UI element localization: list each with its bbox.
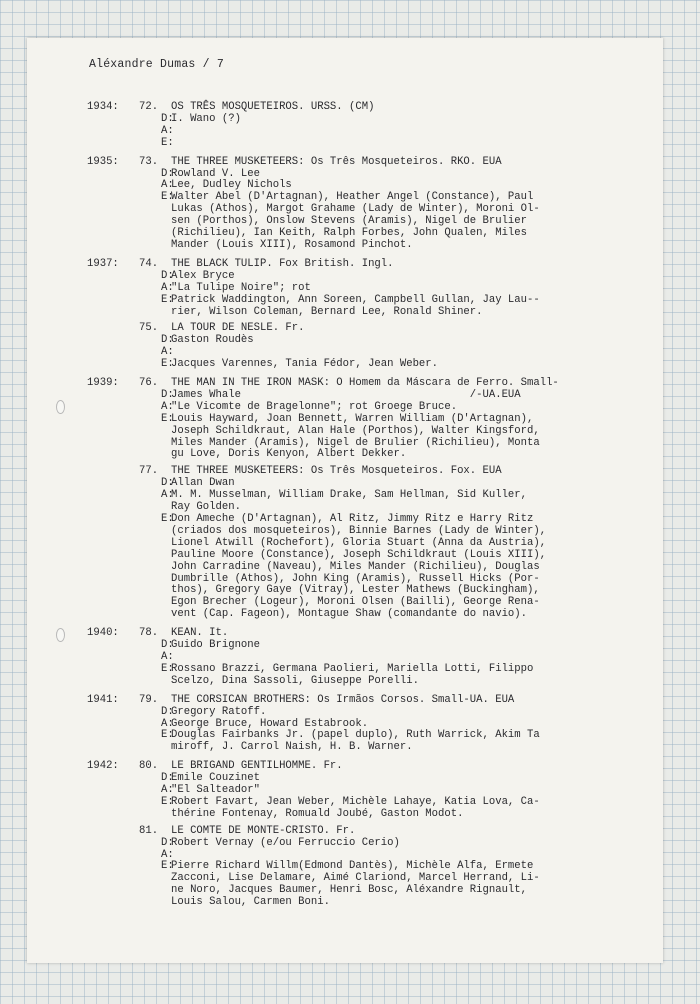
entry-number: 80. bbox=[139, 760, 159, 773]
credit-value: Rossano Brazzi, Germana Paolieri, Mariella Lotti, Filippo Scelzo, Dina Sassoli, Giuseppe Porelli. bbox=[171, 662, 534, 687]
credit-value bbox=[171, 138, 657, 150]
credit-value: Guido Brignone bbox=[171, 639, 261, 652]
entry-year: 1941: bbox=[87, 693, 119, 706]
entry-year: 1940: bbox=[87, 627, 119, 640]
credit-key: A: bbox=[161, 179, 174, 192]
film-entry bbox=[87, 826, 657, 909]
credit-key: E: bbox=[161, 358, 174, 371]
entry-year: 1937: bbox=[87, 257, 119, 270]
credit-line bbox=[139, 138, 657, 150]
credit-value: Gaston Roudès bbox=[171, 334, 254, 347]
credit-line bbox=[139, 283, 657, 295]
entry-number: 77. bbox=[139, 465, 159, 478]
credit-line bbox=[139, 640, 657, 652]
credit-line bbox=[139, 514, 657, 621]
credit-value: James Whale /-UA.EUA bbox=[171, 388, 521, 401]
credit-value: Rowland V. Lee bbox=[171, 167, 261, 180]
credit-key: D: bbox=[161, 772, 174, 785]
credit-key: A: bbox=[161, 717, 174, 730]
credit-line bbox=[139, 797, 657, 821]
entry-title: THE THREE MUSKETEERS: Os Três Mosqueteiros. Fox. EUA bbox=[171, 465, 502, 478]
credit-value: Patrick Waddington, Ann Soreen, Campbell Gullan, Jay Lau-- rier, Wilson Coleman, Bernard Lee, Ronald Shiner. bbox=[171, 293, 540, 318]
entry-number: 76. bbox=[139, 377, 159, 390]
film-entry bbox=[87, 761, 657, 821]
credit-key: E: bbox=[161, 729, 174, 742]
typed-page bbox=[27, 38, 663, 963]
credit-value: Pierre Richard Willm(Edmond Dantès), Michèle Alfa, Ermete Zacconi, Lise Delamare, Aimé Clariond, Marcel Herrand, Li- ne Noro, Jacques Baumer, Henri Bosc, Aléxandre Rignault, Louis Salou, Carmen Boni. bbox=[171, 860, 540, 909]
film-entry bbox=[87, 628, 657, 688]
entry-title: LA TOUR DE NESLE. Fr. bbox=[171, 322, 305, 335]
film-entry bbox=[87, 378, 657, 461]
credit-line bbox=[139, 730, 657, 754]
credit-value: Louis Hayward, Joan Bennett, Warren William (D'Artagnan), Joseph Schildkraut, Alan Hale (Porthos), Walter Kingsford, Miles Mander (Aramis), Nigel de Brulier (Richilieu), Monta gu Love, Doris Kenyon, Albert Dekker. bbox=[171, 412, 540, 461]
entry-number: 79. bbox=[139, 693, 159, 706]
credit-value: George Bruce, Howard Estabrook. bbox=[171, 717, 369, 730]
credit-key: A: bbox=[161, 650, 174, 663]
credit-value: Allan Dwan bbox=[171, 477, 235, 490]
credit-value: "Le Vicomte de Bragelonne"; rot Groege Bruce. bbox=[171, 400, 458, 413]
credit-line bbox=[139, 126, 657, 138]
credit-line bbox=[139, 295, 657, 319]
credit-key: A: bbox=[161, 124, 174, 137]
credit-value: Gregory Ratoff. bbox=[171, 705, 267, 718]
credit-key: E: bbox=[161, 662, 174, 675]
credit-value: "La Tulipe Noire"; rot bbox=[171, 281, 311, 294]
filmography-list bbox=[87, 102, 657, 909]
credit-value: Walter Abel (D'Artagnan), Heather Angel (Constance), Paul Lukas (Athos), Margot Grahame (Lady de Winter), Moroni Ol- sen (Porthos), Onslow Stevens (Aramis), Nigel de Brulier (Richilieu), Ian Keith, Ralph Forbes, John Qualen, Miles Mander (Louis XIII), Rosamond Pinchot. bbox=[171, 191, 540, 251]
credit-value: Robert Favart, Jean Weber, Michèle Lahaye, Katia Lova, Ca- thérine Fontenay, Romuald Joubé, Gaston Modot. bbox=[171, 795, 540, 820]
credit-line bbox=[139, 335, 657, 347]
credit-value bbox=[171, 126, 657, 138]
film-entry bbox=[87, 695, 657, 755]
credit-line bbox=[139, 861, 657, 909]
credit-key: D: bbox=[161, 836, 174, 849]
credit-key: E: bbox=[161, 191, 174, 204]
entry-number: 73. bbox=[139, 155, 159, 168]
entry-title: LE COMTE DE MONTE-CRISTO. Fr. bbox=[171, 824, 356, 837]
credit-key: D: bbox=[161, 112, 174, 125]
credit-key: D: bbox=[161, 639, 174, 652]
film-entry bbox=[87, 323, 657, 371]
credit-key: D: bbox=[161, 477, 174, 490]
credit-key: E: bbox=[161, 293, 174, 306]
entry-title: KEAN. It. bbox=[171, 627, 229, 640]
credit-value: Alex Bryce bbox=[171, 269, 235, 282]
credit-line bbox=[139, 707, 657, 719]
credit-key: A: bbox=[161, 848, 174, 861]
credit-value: M. M. Musselman, William Drake, Sam Hellman, Sid Kuller, Ray Golden. bbox=[171, 489, 528, 514]
credit-line bbox=[139, 490, 657, 514]
credit-key: D: bbox=[161, 388, 174, 401]
credit-key: E: bbox=[161, 136, 174, 149]
page-header: Aléxandre Dumas / 7 bbox=[89, 58, 224, 71]
credit-key: E: bbox=[161, 795, 174, 808]
credit-key: D: bbox=[161, 167, 174, 180]
credit-key: A: bbox=[161, 489, 174, 502]
entry-number: 72. bbox=[139, 101, 159, 113]
credit-line bbox=[139, 271, 657, 283]
film-entry bbox=[87, 157, 657, 252]
entry-number: 74. bbox=[139, 257, 159, 270]
credit-value: Robert Vernay (e/ou Ferruccio Cerio) bbox=[171, 836, 400, 849]
credit-line bbox=[139, 192, 657, 252]
credit-line bbox=[139, 414, 657, 462]
entry-year: 1934: bbox=[87, 101, 119, 113]
credit-key: A: bbox=[161, 784, 174, 797]
entry-title: OS TRÊS MOSQUETEIROS. URSS. (CM) bbox=[171, 101, 375, 113]
entry-year: 1939: bbox=[87, 377, 119, 390]
entry-title: THE MAN IN THE IRON MASK: O Homem da Máscara de Ferro. Small- bbox=[171, 377, 559, 390]
credit-line bbox=[139, 664, 657, 688]
credit-key: D: bbox=[161, 269, 174, 282]
credit-key: E: bbox=[161, 860, 174, 873]
credit-key: A: bbox=[161, 346, 174, 359]
credit-key: D: bbox=[161, 334, 174, 347]
credit-key: A: bbox=[161, 281, 174, 294]
credit-key: A: bbox=[161, 400, 174, 413]
credit-value: I. Wano (?) bbox=[171, 112, 241, 125]
punch-hole-bottom bbox=[56, 628, 65, 642]
film-entry bbox=[87, 102, 657, 150]
credit-key: E: bbox=[161, 513, 174, 525]
credit-value: Lee, Dudley Nichols bbox=[171, 179, 292, 192]
credit-value: Jacques Varennes, Tania Fédor, Jean Weber. bbox=[171, 358, 439, 371]
credit-line bbox=[139, 402, 657, 414]
entry-title: LE BRIGAND GENTILHOMME. Fr. bbox=[171, 760, 343, 773]
entry-title: THE BLACK TULIP. Fox British. Ingl. bbox=[171, 257, 394, 270]
entry-number: 75. bbox=[139, 322, 159, 335]
entry-number: 81. bbox=[139, 824, 159, 837]
punch-hole-top bbox=[56, 400, 65, 414]
film-entry bbox=[87, 259, 657, 319]
credit-value: "El Salteador" bbox=[171, 784, 261, 797]
entry-number: 78. bbox=[139, 627, 159, 640]
credit-line bbox=[139, 838, 657, 850]
entry-title: THE THREE MUSKETEERS: Os Três Mosqueteiros. RKO. EUA bbox=[171, 155, 502, 168]
credit-line bbox=[139, 359, 657, 371]
entry-title: THE CORSICAN BROTHERS: Os Irmãos Corsos. Small-UA. EUA bbox=[171, 693, 515, 706]
credit-value: Emile Couzinet bbox=[171, 772, 261, 785]
entry-year: 1935: bbox=[87, 155, 119, 168]
credit-value: Douglas Fairbanks Jr. (papel duplo), Ruth Warrick, Akim Ta miroff, J. Carrol Naish, H. B. Warner. bbox=[171, 729, 540, 754]
credit-key: D: bbox=[161, 705, 174, 718]
credit-value: Don Ameche (D'Artagnan), Al Ritz, Jimmy Ritz e Harry Ritz (criados dos mosqueteiros), Binnie Barnes (Lady de Winter), Lionel Atwill (Rochefort), Gloria Stuart (Anna da Austria), Pauline Moore (Constance), Joseph Schildkraut (Louis XIII), John Carradine (Naveau), Miles Mander (Richilieu), Douglas Dumbrille (Athos), John King (Aramis), Russell Hicks (Por- thos), Gregory Gaye (Vitray), Lester Mathews (Buckingham), Egon Brecher (Logeur), Moroni Olsen (Bailli), George Rena- vent (Cap. Fageon), Montague Shaw (comandante do navio). bbox=[171, 513, 547, 621]
film-entry bbox=[87, 466, 657, 621]
entry-year: 1942: bbox=[87, 760, 119, 773]
credit-key: E: bbox=[161, 412, 174, 425]
credit-line bbox=[139, 114, 657, 126]
